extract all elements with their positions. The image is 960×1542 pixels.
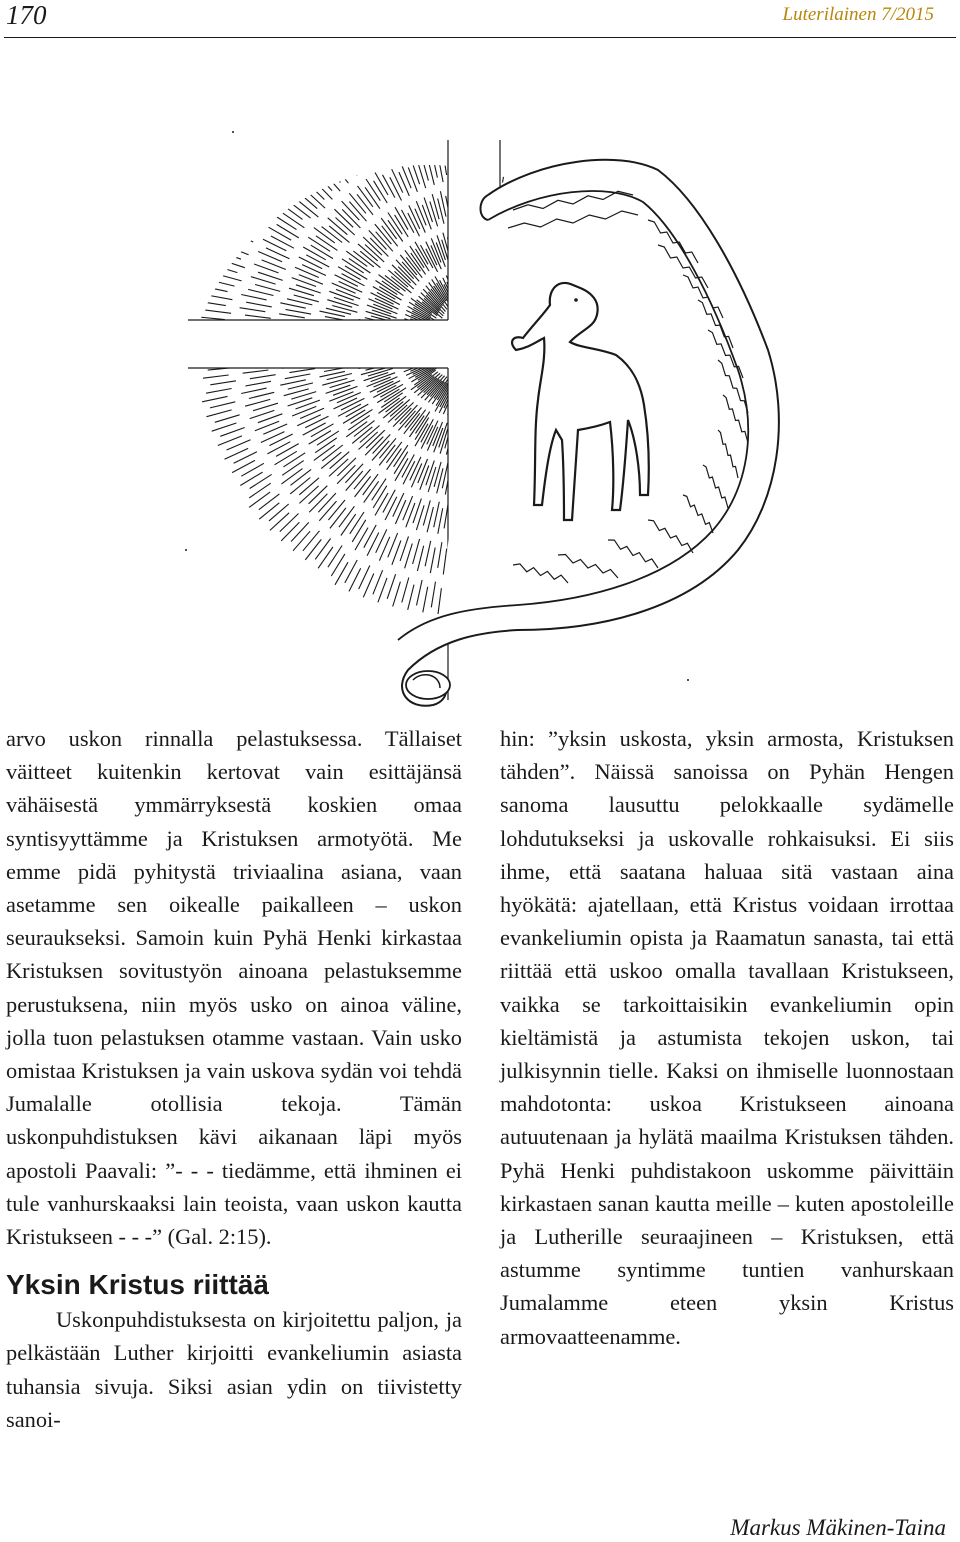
paragraph: arvo uskon rinnalla pelastuksessa. Tällaiset väitteet kuitenkin kertovat vain esittäjänsä vähäisestä ymmärryksestä koskien omaa syntisyyttämme ja Kristuksen armotyötä. Me emme pidä pyhitystä triviaalina asiana, vaan asetamme sen oikealle paikalleen – uskon seuraukseksi. Samoin kuin Pyhä Henki kirkastaa Kristuksen sovitustyön ainoana pelastuksemme perustuksena, niin myös usko on ainoa väline, jolla tuon pelastuksen otamme vastaan. Vain usko omistaa Kristuksen ja vain uskova sydän voi tehdä Jumalalle otollisia tekoja. Tämän uskonpuhdistuksen kävi aikanaan läpi myös apostoli Paavali: ”- - - tiedämme, että ihminen ei tule vanhurskaaksi lain teoista, vaan uskon kautta Kristukseen - - -” (Gal. 2:15). xyxy=(6,726,462,1250)
page-number: 170 xyxy=(6,0,47,30)
page-header xyxy=(0,0,960,40)
article-column-right xyxy=(500,722,954,1353)
paragraph: hin: ”yksin uskosta, yksin armosta, Kristuksen tähden”. Näissä sanoissa on Pyhän Hengen sanoma lausuttu pelokkaalle sydämelle lohdutukseksi ja uskovalle rohkaisuksi. Ei siis ihme, että saatana haluaa sitä vastaan aina hyökätä: ajatellaan, että Kristus voidaan irrottaa evankeliumin opista ja Raamatun sanasta, tai että riittää että uskoo omalla tavallaan Kristukseen, vaikka se tarkoittaisikin evankeliumin opin kieltämistä ja astumista tekojen uskon, tai julkisynnin tielle. Kaksi on ihmiselle luonnostaan mahdotonta: uskoa Kristukseen ainoana autuutenaan ja hylätä maailma Kristuksen tähden. Pyhä Henki puhdistakoon uskomme päivittäin kirkastaen sanan kautta meille – kuten apostoleille ja Lutherille seuraajineen – Kristuksen, että astumme syntimme tuntien vanhurskaan Jumalamme eteen yksin Kristus armovaatteenamme. xyxy=(500,726,954,1349)
illustration-svg xyxy=(178,110,808,720)
article-column-left xyxy=(6,722,462,1436)
header-rule xyxy=(4,37,956,38)
author-signature: Markus Mäkinen-Taina xyxy=(730,1515,946,1540)
section-heading: Yksin Kristus riittää xyxy=(6,1269,269,1301)
cross-lamb-scroll-illustration xyxy=(178,110,808,720)
journal-name: Luterilainen 7/2015 xyxy=(782,4,934,25)
paragraph: Uskonpuhdistuksesta on kirjoitettu paljon, ja pelkästään Luther kirjoitti evankeliumin asiasta tuhansia sivuja. Siksi asian ydin on tiivistetty sanoi- xyxy=(6,1307,462,1432)
